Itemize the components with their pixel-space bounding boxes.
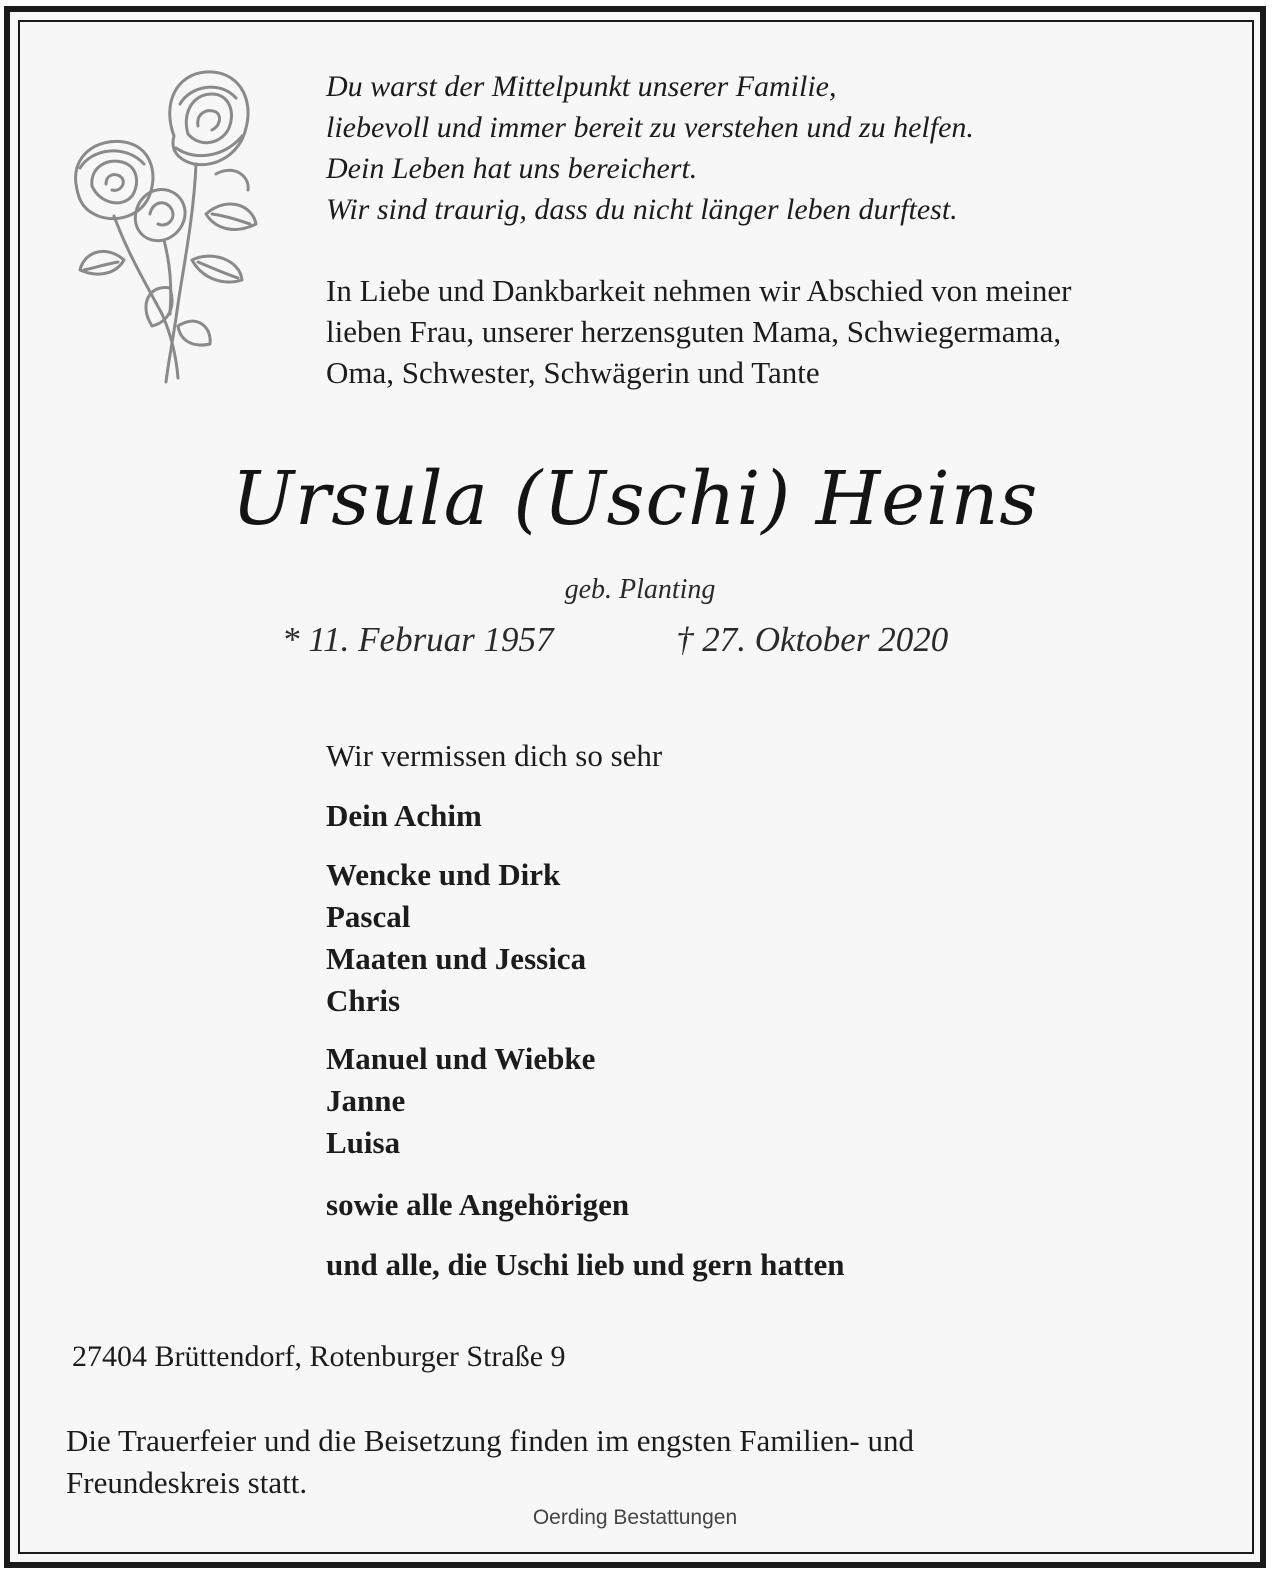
mourner-name: Dein Achim (326, 798, 482, 833)
family-address: 27404 Brüttendorf, Rotenburger Straße 9 (72, 1340, 566, 1373)
deceased-name: Ursula (Uschi) Heins (231, 456, 1039, 542)
funeral-home-credit: Oerding Bestattungen (532, 1506, 738, 1529)
notice-line: Die Trauerfeier und die Beisetzung finden im engsten Familien- und (66, 1423, 915, 1458)
mourner-name: Luisa (326, 1125, 401, 1160)
funeral-notice (66, 1420, 914, 1504)
life-dates (282, 620, 949, 660)
intro-line: In Liebe und Dankbarkeit nehmen wir Abschied von meiner (326, 273, 1072, 308)
birth-date: * 11. Februar 1957 (282, 620, 554, 659)
death-date: † 27. Oktober 2020 (676, 620, 949, 659)
mourner-group (326, 854, 586, 1022)
notice-line: Freundeskreis statt. (66, 1465, 308, 1500)
roses-illustration (66, 64, 262, 386)
mourners-intro: Wir vermissen dich so sehr (326, 738, 663, 773)
mourner-name: Wencke und Dirk (326, 857, 561, 892)
mourner-name: und alle, die Uschi lieb und gern hatten (326, 1247, 845, 1282)
farewell-intro (326, 270, 1226, 393)
mourner-name: Pascal (326, 899, 411, 934)
poem-line: liebevoll und immer bereit zu verstehen und zu helfen. (326, 111, 974, 144)
maiden-name: geb. Planting (564, 574, 716, 605)
mourner-group (326, 1184, 629, 1226)
mourner-name: Maaten und Jessica (326, 941, 587, 976)
mourner-name: Chris (326, 983, 401, 1018)
poem-line: Du warst der Mittelpunkt unserer Familie, (326, 70, 837, 103)
mourner-group (326, 1038, 595, 1164)
mourner-name: Janne (326, 1083, 406, 1118)
mourner-name: sowie alle Angehörigen (326, 1187, 630, 1222)
poem-line: Wir sind traurig, dass du nicht länger leben durftest. (326, 193, 958, 226)
poem-verse (326, 66, 1206, 230)
poem-line: Dein Leben hat uns bereichert. (326, 152, 698, 185)
mourner-group (326, 1244, 844, 1286)
intro-line: Oma, Schwester, Schwägerin und Tante (326, 355, 820, 390)
mourner-name: Manuel und Wiebke (326, 1041, 596, 1076)
mourner-group (326, 795, 482, 837)
intro-line: lieben Frau, unserer herzensguten Mama, Schwiegermama, (326, 314, 1062, 349)
